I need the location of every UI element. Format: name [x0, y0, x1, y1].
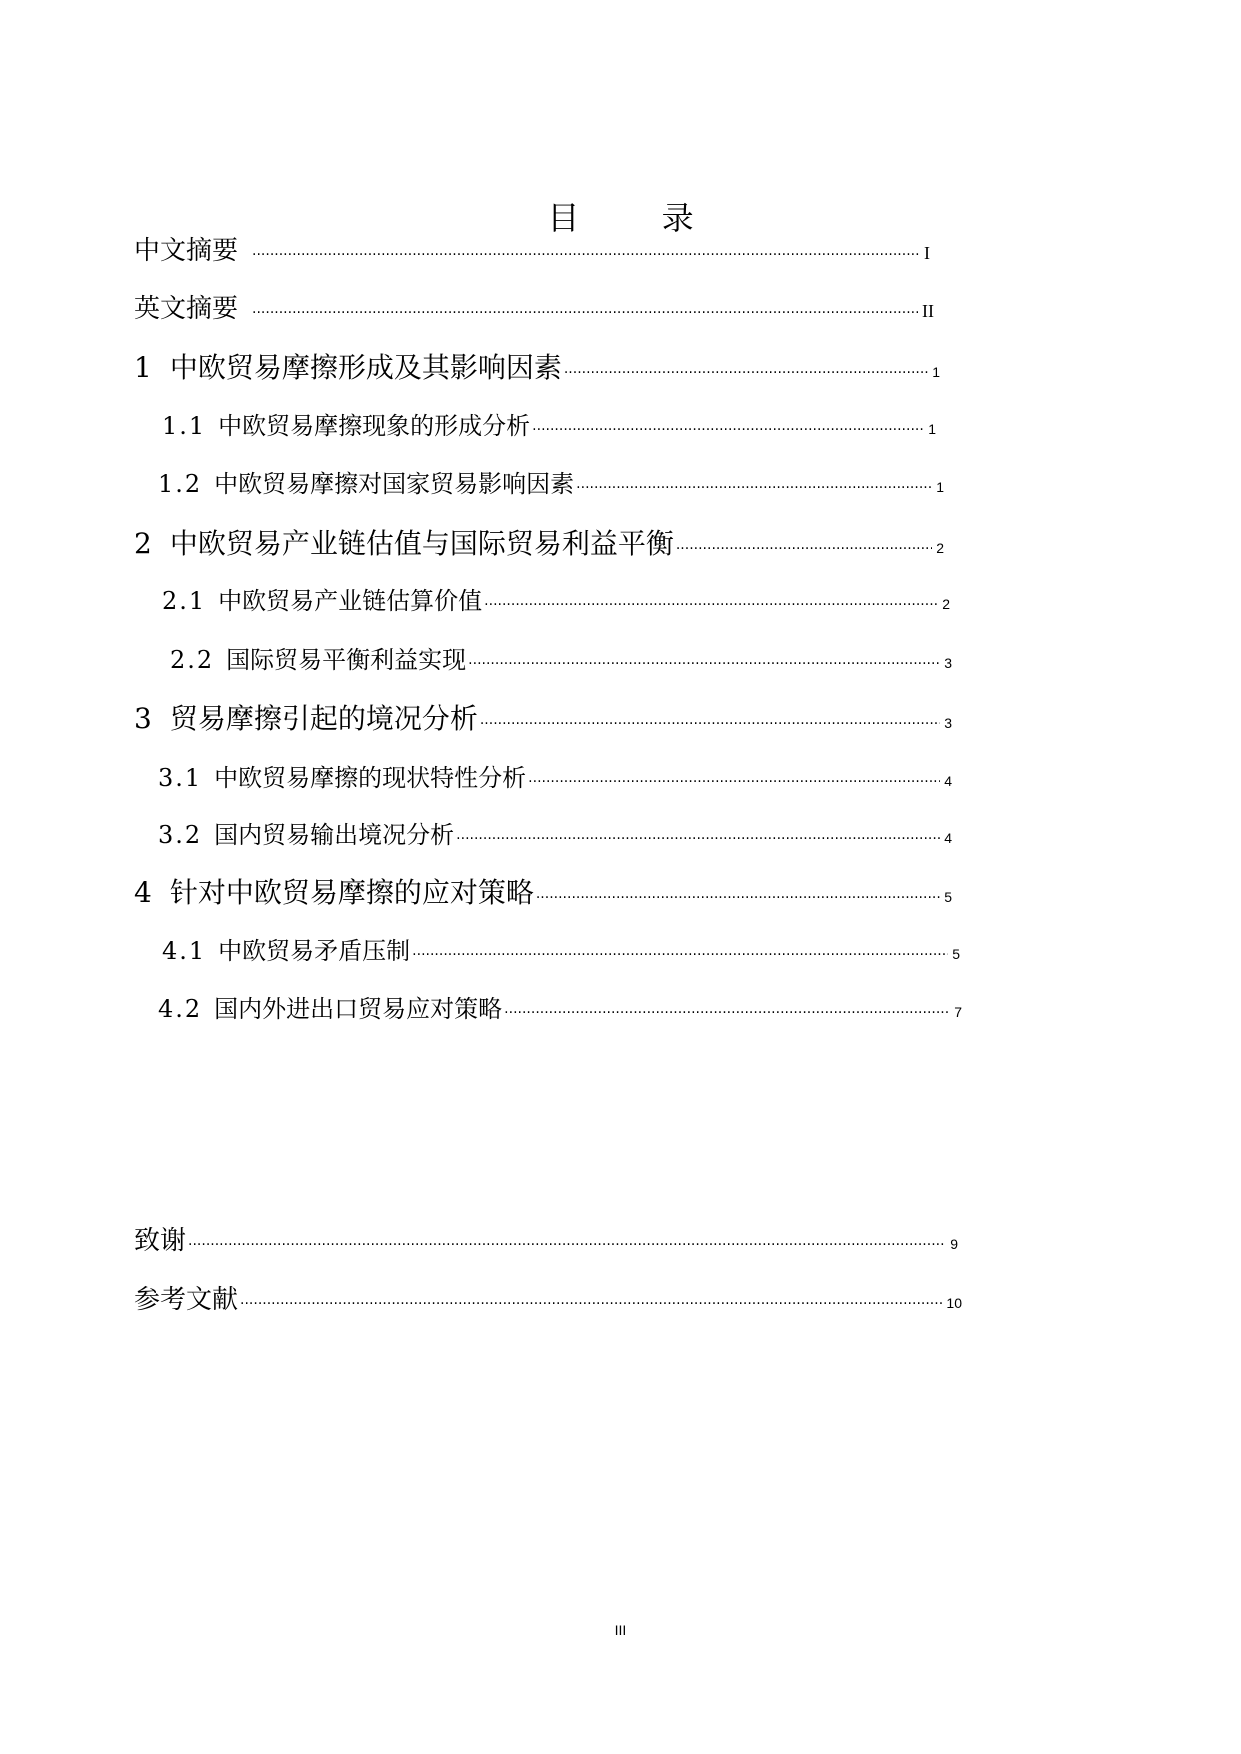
toc-entry-page: II	[922, 301, 934, 321]
toc-entry-label: 参考文献	[134, 1285, 239, 1315]
toc-entry-label: 中欧贸易摩擦对国家贸易影响因素	[214, 470, 575, 498]
toc-entry-abstract-cn[interactable]	[134, 232, 930, 274]
dot-leader	[456, 821, 940, 857]
toc-entry-number: 3	[134, 702, 152, 735]
toc-entry-number: 1.1	[162, 412, 207, 440]
toc-entry-number: 1	[134, 351, 152, 384]
toc-entry-page: 1	[928, 421, 936, 437]
toc-entry-section-2-1[interactable]	[162, 583, 950, 623]
toc-entry-label: 中欧贸易产业链估算价值	[218, 587, 483, 615]
toc-entry-page: 5	[952, 946, 960, 962]
toc-entry-label: 中欧贸易摩擦现象的形成分析	[218, 412, 531, 440]
dot-leader	[504, 995, 950, 1031]
toc-entry-label: 中欧贸易摩擦的现状特性分析	[214, 764, 527, 792]
dot-leader	[240, 1285, 942, 1323]
toc-entry-number: 3.1	[158, 764, 203, 792]
toc-entry-label: 中欧贸易矛盾压制	[218, 937, 411, 965]
toc-entry-section-3-1[interactable]	[158, 760, 952, 800]
toc-entry-page: 1	[932, 364, 940, 380]
toc-entry-chapter-2[interactable]	[134, 524, 944, 569]
toc-entry-section-1-1[interactable]	[162, 408, 936, 448]
toc-entry-thanks[interactable]	[134, 1222, 958, 1264]
toc-entry-label: 贸易摩擦引起的境况分析	[169, 702, 478, 735]
dot-leader	[188, 1226, 946, 1264]
toc-entry-number: 4	[134, 876, 152, 909]
toc-entry-page: 10	[946, 1295, 962, 1311]
toc-entry-page: I	[924, 243, 930, 263]
toc-entry-number: 4.1	[162, 937, 207, 965]
toc-entry-label: 国际贸易平衡利益实现	[226, 646, 467, 674]
toc-entry-page: 4	[944, 830, 952, 846]
toc-entry-number: 2	[134, 527, 152, 560]
toc-entry-page: 3	[944, 715, 952, 731]
dot-leader	[528, 764, 940, 800]
toc-entry-number: 3.2	[158, 821, 203, 849]
dot-leader	[576, 470, 932, 506]
toc-entry-label: 中文摘要	[134, 236, 239, 266]
toc-entry-label: 致谢	[134, 1226, 187, 1256]
toc-entry-label: 国内外进出口贸易应对策略	[214, 995, 503, 1023]
toc-entry-page: 4	[944, 773, 952, 789]
dot-leader	[564, 353, 928, 393]
toc-entry-page: 2	[936, 540, 944, 556]
dot-leader	[412, 937, 948, 973]
toc-entry-section-2-2[interactable]	[170, 642, 952, 682]
toc-entry-section-3-2[interactable]	[158, 817, 952, 857]
dot-leader	[468, 646, 940, 682]
toc-entry-label: 国内贸易输出境况分析	[214, 821, 455, 849]
toc-entry-number: 4.2	[158, 995, 203, 1023]
toc-entry-section-4-2[interactable]	[158, 991, 962, 1031]
toc-entry-chapter-4[interactable]	[134, 873, 952, 918]
toc-entry-section-4-1[interactable]	[162, 933, 960, 973]
dot-leader	[484, 587, 938, 623]
toc-entry-number: 2.2	[170, 646, 215, 674]
toc-entry-page: 5	[944, 889, 952, 905]
dot-leader	[536, 878, 940, 918]
page-title: 目 录	[547, 199, 730, 237]
toc-entry-references[interactable]	[134, 1281, 962, 1323]
toc-entry-page: 7	[954, 1004, 962, 1020]
toc-entry-chapter-1[interactable]	[134, 348, 940, 393]
toc-entry-page: 3	[944, 655, 952, 671]
toc-entry-page: 9	[950, 1236, 958, 1252]
toc-entry-label: 中欧贸易摩擦形成及其影响因素	[169, 351, 562, 384]
toc-entry-abstract-en[interactable]	[134, 290, 934, 332]
toc-entry-number: 1.2	[158, 470, 203, 498]
toc-entry-page: 2	[942, 596, 950, 612]
toc-entry-chapter-3[interactable]	[134, 699, 952, 744]
dot-leader	[676, 529, 932, 569]
dot-leader	[480, 704, 940, 744]
toc-entry-section-1-2[interactable]	[158, 466, 944, 506]
toc-entry-label: 中欧贸易产业链估值与国际贸易利益平衡	[169, 527, 674, 560]
dot-leader	[532, 412, 924, 448]
toc-entry-number: 2.1	[162, 587, 207, 615]
toc-entry-label: 英文摘要	[134, 294, 239, 324]
toc-entry-page: 1	[936, 479, 944, 495]
dot-leader	[252, 294, 918, 332]
toc-entry-label: 针对中欧贸易摩擦的应对策略	[169, 876, 534, 909]
footer-page-number: III	[614, 1622, 627, 1638]
dot-leader	[252, 236, 920, 274]
